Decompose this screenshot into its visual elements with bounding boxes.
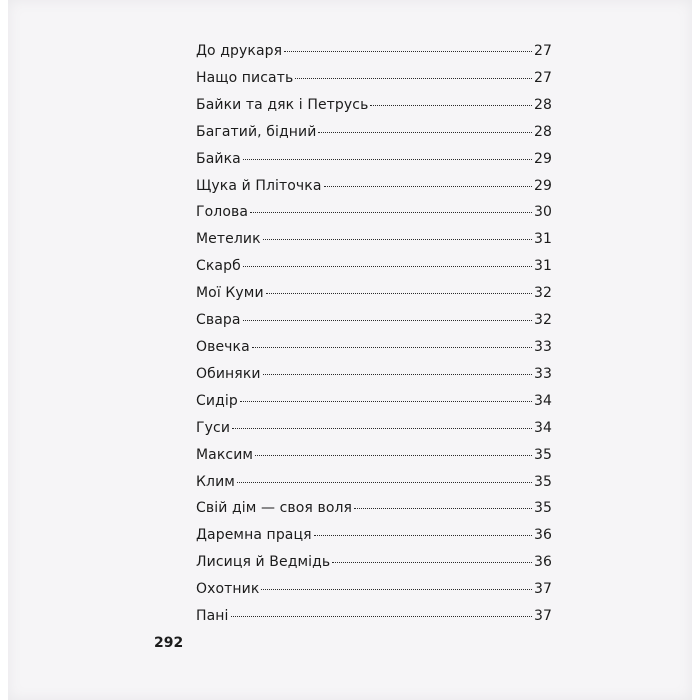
toc-entry-page: 28 bbox=[533, 123, 552, 140]
toc-entry bbox=[196, 393, 552, 420]
toc-entry bbox=[196, 581, 552, 608]
toc-entry-title: Охотник bbox=[196, 581, 260, 598]
toc-entry-title: Байки та дяк і Петрусь bbox=[196, 96, 369, 113]
toc-entry-page: 31 bbox=[533, 231, 552, 248]
toc-entry bbox=[196, 420, 552, 447]
dot-leader bbox=[231, 616, 532, 617]
dot-leader bbox=[263, 374, 532, 375]
toc-entry-page: 33 bbox=[533, 338, 552, 355]
toc-entry-title: Гуси bbox=[196, 419, 231, 436]
toc-entry bbox=[196, 178, 552, 205]
dot-leader bbox=[261, 589, 532, 590]
dot-leader bbox=[232, 428, 532, 429]
toc-entry-page: 27 bbox=[533, 69, 552, 86]
toc-entry bbox=[196, 231, 552, 258]
dot-leader bbox=[243, 320, 532, 321]
toc-entry bbox=[196, 366, 552, 393]
dot-leader bbox=[314, 535, 532, 536]
toc-entry-title: Щука й Пліточка bbox=[196, 177, 322, 194]
toc-entry-page: 32 bbox=[533, 312, 552, 329]
toc-entry-title: Сидір bbox=[196, 392, 238, 409]
toc-entry-title: Клим bbox=[196, 473, 235, 490]
toc-entry-page: 37 bbox=[533, 581, 552, 598]
toc-entry-title: Голова bbox=[196, 204, 249, 221]
toc-entry bbox=[196, 474, 552, 501]
toc-entry-title: Свара bbox=[196, 312, 241, 329]
page-number: 292 bbox=[154, 635, 184, 651]
dot-leader bbox=[295, 78, 532, 79]
toc-entry bbox=[196, 97, 552, 124]
dot-leader bbox=[266, 293, 532, 294]
toc-entry-title: Мої Куми bbox=[196, 285, 264, 302]
toc-entry bbox=[196, 43, 552, 70]
toc-entry-page: 35 bbox=[533, 446, 552, 463]
dot-leader bbox=[324, 186, 532, 187]
dot-leader bbox=[240, 401, 532, 402]
toc-entry-title: Даремна праця bbox=[196, 527, 312, 544]
toc-entry bbox=[196, 204, 552, 231]
dot-leader bbox=[237, 482, 532, 483]
toc-entry bbox=[196, 339, 552, 366]
toc-entry-page: 31 bbox=[533, 258, 552, 275]
toc-entry-page: 29 bbox=[533, 150, 552, 167]
toc-entry-page: 37 bbox=[533, 608, 552, 625]
toc-entry-title: Максим bbox=[196, 446, 254, 463]
toc-entry bbox=[196, 258, 552, 285]
toc-entry bbox=[196, 285, 552, 312]
table-of-contents bbox=[196, 43, 552, 635]
toc-entry-title: Нащо писать bbox=[196, 69, 294, 86]
toc-entry bbox=[196, 608, 552, 635]
toc-entry bbox=[196, 312, 552, 339]
dot-leader bbox=[255, 455, 532, 456]
toc-entry bbox=[196, 124, 552, 151]
toc-entry-title: Пані bbox=[196, 608, 229, 625]
book-page bbox=[8, 0, 692, 700]
dot-leader bbox=[370, 105, 532, 106]
toc-entry-page: 35 bbox=[533, 500, 552, 517]
dot-leader bbox=[318, 132, 532, 133]
dot-leader bbox=[243, 266, 532, 267]
dot-leader bbox=[252, 347, 532, 348]
toc-entry bbox=[196, 527, 552, 554]
toc-entry-title: Багатий, бідний bbox=[196, 123, 317, 140]
toc-entry-title: Лисиця й Ведмідь bbox=[196, 554, 331, 571]
dot-leader bbox=[243, 159, 532, 160]
toc-entry-page: 32 bbox=[533, 285, 552, 302]
toc-entry-page: 30 bbox=[533, 204, 552, 221]
dot-leader bbox=[284, 51, 532, 52]
dot-leader bbox=[263, 239, 532, 240]
toc-entry-page: 27 bbox=[533, 43, 552, 59]
toc-entry-page: 34 bbox=[533, 419, 552, 436]
toc-entry bbox=[196, 70, 552, 97]
toc-entry bbox=[196, 500, 552, 527]
toc-entry bbox=[196, 151, 552, 178]
toc-entry-title: Метелик bbox=[196, 231, 261, 248]
dot-leader bbox=[250, 212, 532, 213]
toc-entry bbox=[196, 554, 552, 581]
toc-entry-title: Овечка bbox=[196, 338, 250, 355]
toc-entry-page: 35 bbox=[533, 473, 552, 490]
toc-entry-title: Свій дім — своя воля bbox=[196, 500, 353, 517]
toc-entry-title: До друкаря bbox=[196, 43, 283, 59]
toc-entry-title: Обиняки bbox=[196, 365, 261, 382]
toc-entry bbox=[196, 447, 552, 474]
toc-entry-title: Байка bbox=[196, 150, 241, 167]
toc-entry-page: 29 bbox=[533, 177, 552, 194]
dot-leader bbox=[354, 508, 532, 509]
dot-leader bbox=[332, 562, 532, 563]
toc-entry-page: 33 bbox=[533, 365, 552, 382]
toc-entry-page: 28 bbox=[533, 96, 552, 113]
toc-entry-page: 36 bbox=[533, 554, 552, 571]
toc-entry-page: 36 bbox=[533, 527, 552, 544]
toc-entry-title: Скарб bbox=[196, 258, 241, 275]
toc-entry-page: 34 bbox=[533, 392, 552, 409]
